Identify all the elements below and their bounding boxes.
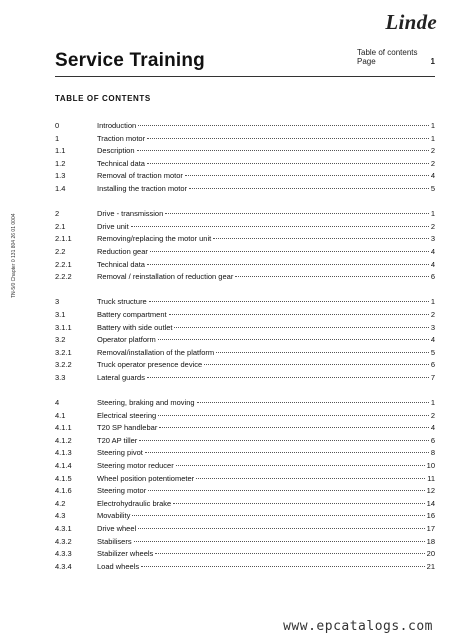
toc-entry[interactable] bbox=[55, 498, 435, 511]
toc-entry-label: Wheel position potentiometer bbox=[97, 473, 195, 483]
toc-entry-label: Removing/replacing the motor unit bbox=[97, 234, 212, 244]
toc-entry-page: 4 bbox=[430, 171, 435, 181]
toc-entry[interactable] bbox=[55, 246, 435, 259]
dot-leader bbox=[196, 478, 425, 479]
toc-entry-number: 4.1.3 bbox=[55, 448, 72, 458]
toc-entry-label: Removal / reinstallation of reduction gear bbox=[97, 272, 234, 282]
toc-entry-page: 1 bbox=[430, 209, 435, 219]
toc-entry-number: 4.3.2 bbox=[55, 536, 72, 546]
toc-entry[interactable] bbox=[55, 523, 435, 536]
toc-entry-page: 21 bbox=[426, 561, 435, 571]
dot-leader bbox=[139, 440, 429, 441]
dot-leader bbox=[150, 251, 429, 252]
toc-entry-label: Introduction bbox=[97, 121, 137, 130]
dot-leader bbox=[137, 150, 429, 151]
toc-entry-page: 12 bbox=[426, 486, 435, 496]
toc-entry-number: 2.1 bbox=[55, 221, 66, 231]
toc-entry-page: 20 bbox=[426, 549, 435, 559]
toc-entry-number: 3 bbox=[55, 297, 60, 307]
dot-leader bbox=[204, 364, 429, 365]
toc-entry-label: Stabilizer wheels bbox=[97, 549, 154, 559]
toc-entry-page: 5 bbox=[430, 183, 435, 193]
toc-entry-page: 1 bbox=[430, 133, 435, 143]
toc-entry[interactable] bbox=[55, 447, 435, 460]
toc-entry-label: Removal of traction motor bbox=[97, 171, 183, 181]
toc-label: Table of contents bbox=[357, 48, 418, 57]
toc-entry-label: Stabilisers bbox=[97, 536, 132, 546]
dot-leader bbox=[158, 339, 429, 340]
toc-entry-number: 4.1.1 bbox=[55, 423, 72, 433]
toc-entry[interactable] bbox=[55, 145, 435, 158]
toc-entry-page: 3 bbox=[430, 234, 435, 244]
toc-entry[interactable] bbox=[55, 435, 435, 448]
toc-entry[interactable] bbox=[55, 158, 435, 171]
toc-entry-number: 1.3 bbox=[55, 171, 66, 181]
toc-entry-label: Steering motor reducer bbox=[97, 461, 174, 471]
toc-entry-number: 4 bbox=[55, 398, 60, 408]
toc-entry-label: T20 AP tiller bbox=[97, 435, 138, 445]
toc-entry-label: Battery compartment bbox=[97, 309, 167, 319]
dot-leader bbox=[165, 213, 429, 214]
toc-entry-label: Description bbox=[97, 146, 135, 156]
toc-entry-number: 3.1 bbox=[55, 309, 66, 319]
toc-entry-label: Truck operator presence device bbox=[97, 360, 203, 370]
toc-entry-page: 8 bbox=[430, 448, 435, 458]
page-label-row bbox=[357, 57, 435, 66]
toc-entry-label: Steering, braking and moving bbox=[97, 398, 195, 408]
toc-entry-page: 1 bbox=[430, 398, 435, 408]
toc-entry-page: 16 bbox=[426, 511, 435, 521]
toc-entry-label: Drive unit bbox=[97, 221, 129, 231]
toc-entry-page: 4 bbox=[430, 423, 435, 433]
toc-entry-page: 5 bbox=[430, 347, 435, 357]
toc-entry-label: Drive - transmission bbox=[97, 209, 164, 219]
toc-entry-number: 4.3.4 bbox=[55, 561, 72, 571]
toc-entry[interactable] bbox=[55, 359, 435, 372]
toc-entry[interactable] bbox=[55, 309, 435, 322]
toc-entry[interactable] bbox=[55, 120, 435, 133]
toc-entry-label: Steering pivot bbox=[97, 448, 143, 458]
dot-leader bbox=[173, 503, 424, 504]
toc-entry-number: 4.1.6 bbox=[55, 486, 72, 496]
toc-entry-page: 6 bbox=[430, 272, 435, 282]
toc-entry-number: 1 bbox=[55, 133, 60, 143]
toc-entry[interactable] bbox=[55, 233, 435, 246]
toc-entry-page: 6 bbox=[430, 360, 435, 370]
toc-entry-number: 1.4 bbox=[55, 183, 66, 193]
toc-entry-label: Technical data bbox=[97, 158, 145, 168]
toc-entry-label: Electrohydraulic brake bbox=[97, 498, 172, 508]
toc-entry[interactable] bbox=[55, 133, 435, 146]
toc-entry-number: 0 bbox=[55, 121, 60, 130]
side-document-code: TN-5/0 Chapter 0 131 804 26 01 0004 bbox=[11, 213, 17, 298]
section-gap bbox=[55, 384, 435, 397]
toc-entry[interactable] bbox=[55, 548, 435, 561]
toc-entry-number: 4.1.4 bbox=[55, 461, 72, 471]
toc-entry-page: 2 bbox=[430, 309, 435, 319]
dot-leader bbox=[134, 541, 425, 542]
toc-heading: TABLE OF CONTENTS bbox=[55, 94, 151, 103]
toc-entry-number: 2 bbox=[55, 209, 60, 219]
dot-leader bbox=[235, 276, 429, 277]
toc-entry[interactable] bbox=[55, 208, 435, 221]
dot-leader bbox=[149, 301, 429, 302]
toc-entry-label: Installing the traction motor bbox=[97, 183, 188, 193]
toc-entry-number: 3.1.1 bbox=[55, 322, 72, 332]
dot-leader bbox=[174, 327, 428, 328]
toc-entry-number: 2.2 bbox=[55, 246, 66, 256]
dot-leader bbox=[197, 402, 429, 403]
dot-leader bbox=[147, 377, 429, 378]
toc-entry-page: 2 bbox=[430, 158, 435, 168]
dot-leader bbox=[147, 264, 429, 265]
dot-leader bbox=[213, 238, 429, 239]
dot-leader bbox=[169, 314, 429, 315]
toc-entry-label: T20 SP handlebar bbox=[97, 423, 158, 433]
toc-entry-page: 3 bbox=[430, 322, 435, 332]
toc-entry-page: 2 bbox=[430, 410, 435, 420]
toc-entry[interactable] bbox=[55, 397, 435, 410]
toc-entry-number: 2.1.1 bbox=[55, 234, 72, 244]
toc-entry-number: 4.2 bbox=[55, 498, 66, 508]
dot-leader bbox=[185, 175, 429, 176]
toc-entry-page: 17 bbox=[426, 524, 435, 533]
toc-entry-number: 1.2 bbox=[55, 158, 66, 168]
toc-entry-number: 3.2.1 bbox=[55, 347, 72, 357]
toc-entry-page: 4 bbox=[430, 259, 435, 269]
toc-entry-page: 14 bbox=[426, 498, 435, 508]
toc-entry[interactable] bbox=[55, 561, 435, 574]
toc-entry-label: Operator platform bbox=[97, 335, 156, 345]
dot-leader bbox=[138, 125, 429, 126]
toc-entry[interactable] bbox=[55, 422, 435, 435]
dot-leader bbox=[138, 528, 424, 529]
dot-leader bbox=[148, 490, 424, 491]
toc-entry[interactable] bbox=[55, 473, 435, 486]
table-of-contents bbox=[55, 120, 435, 573]
toc-entry-label: Electrical steering bbox=[97, 410, 157, 420]
dot-leader bbox=[147, 138, 429, 139]
toc-entry[interactable] bbox=[55, 347, 435, 360]
dot-leader bbox=[141, 566, 425, 567]
linde-logo: Linde bbox=[385, 10, 437, 34]
toc-entry-page: 4 bbox=[430, 246, 435, 256]
toc-entry-label: Battery with side outlet bbox=[97, 322, 173, 332]
dot-leader bbox=[216, 352, 429, 353]
toc-entry-label: Lateral guards bbox=[97, 372, 145, 382]
toc-entry[interactable] bbox=[55, 221, 435, 234]
dot-leader bbox=[131, 226, 429, 227]
toc-entry[interactable] bbox=[55, 410, 435, 423]
toc-entry-label: Technical data bbox=[97, 259, 145, 269]
page-title: Service Training bbox=[55, 50, 205, 71]
page-label: Page bbox=[357, 57, 376, 66]
toc-entry[interactable] bbox=[55, 536, 435, 549]
toc-entry[interactable] bbox=[55, 296, 435, 309]
toc-entry[interactable] bbox=[55, 322, 435, 335]
header-meta bbox=[357, 48, 435, 66]
toc-entry[interactable] bbox=[55, 170, 435, 183]
toc-entry-number: 3.2.2 bbox=[55, 360, 72, 370]
section-gap bbox=[55, 196, 435, 209]
toc-entry-page: 1 bbox=[430, 297, 435, 307]
toc-entry-label: Steering motor bbox=[97, 486, 147, 496]
dot-leader bbox=[159, 427, 429, 428]
toc-entry-number: 4.1 bbox=[55, 410, 66, 420]
toc-entry-page: 6 bbox=[430, 435, 435, 445]
toc-entry[interactable] bbox=[55, 510, 435, 523]
dot-leader bbox=[189, 188, 429, 189]
dot-leader bbox=[145, 452, 429, 453]
toc-entry-page: 2 bbox=[430, 146, 435, 156]
toc-entry[interactable] bbox=[55, 485, 435, 498]
toc-entry-number: 4.3.1 bbox=[55, 524, 72, 533]
toc-entry-label: Removal/installation of the platform bbox=[97, 347, 215, 357]
toc-entry-number: 4.1.5 bbox=[55, 473, 72, 483]
toc-entry-number: 3.2 bbox=[55, 335, 66, 345]
toc-entry-page: 11 bbox=[427, 473, 435, 483]
toc-entry-label: Movability bbox=[97, 511, 131, 521]
toc-entry-label: Truck structure bbox=[97, 297, 147, 307]
toc-entry-page: 1 bbox=[430, 121, 435, 130]
page-number: 1 bbox=[430, 57, 435, 66]
toc-entry[interactable] bbox=[55, 372, 435, 385]
toc-entry-label: Traction motor bbox=[97, 133, 146, 143]
toc-entry-label: Load wheels bbox=[97, 561, 140, 571]
toc-entry-page: 18 bbox=[426, 536, 435, 546]
toc-entry-number: 4.3.3 bbox=[55, 549, 72, 559]
watermark: www.epcatalogs.com bbox=[283, 619, 433, 634]
toc-entry-number: 4.3 bbox=[55, 511, 66, 521]
toc-entry-number: 3.3 bbox=[55, 372, 66, 382]
toc-entry[interactable] bbox=[55, 334, 435, 347]
toc-entry-number: 2.2.1 bbox=[55, 259, 72, 269]
toc-entry-page: 10 bbox=[426, 461, 435, 471]
toc-entry[interactable] bbox=[55, 460, 435, 473]
toc-entry-number: 4.1.2 bbox=[55, 435, 72, 445]
dot-leader bbox=[155, 553, 424, 554]
dot-leader bbox=[176, 465, 425, 466]
toc-entry-page: 7 bbox=[430, 372, 435, 382]
toc-entry[interactable] bbox=[55, 259, 435, 272]
toc-entry-page: 2 bbox=[430, 221, 435, 231]
section-gap bbox=[55, 284, 435, 297]
dot-leader bbox=[132, 515, 424, 516]
toc-entry[interactable] bbox=[55, 271, 435, 284]
toc-entry-number: 2.2.2 bbox=[55, 272, 72, 282]
dot-leader bbox=[147, 163, 429, 164]
toc-entry-label: Drive wheel bbox=[97, 524, 137, 533]
toc-entry[interactable] bbox=[55, 183, 435, 196]
dot-leader bbox=[158, 415, 429, 416]
toc-entry-page: 4 bbox=[430, 335, 435, 345]
toc-entry-number: 1.1 bbox=[55, 146, 66, 156]
header-divider bbox=[55, 76, 435, 77]
toc-entry-label: Reduction gear bbox=[97, 246, 148, 256]
